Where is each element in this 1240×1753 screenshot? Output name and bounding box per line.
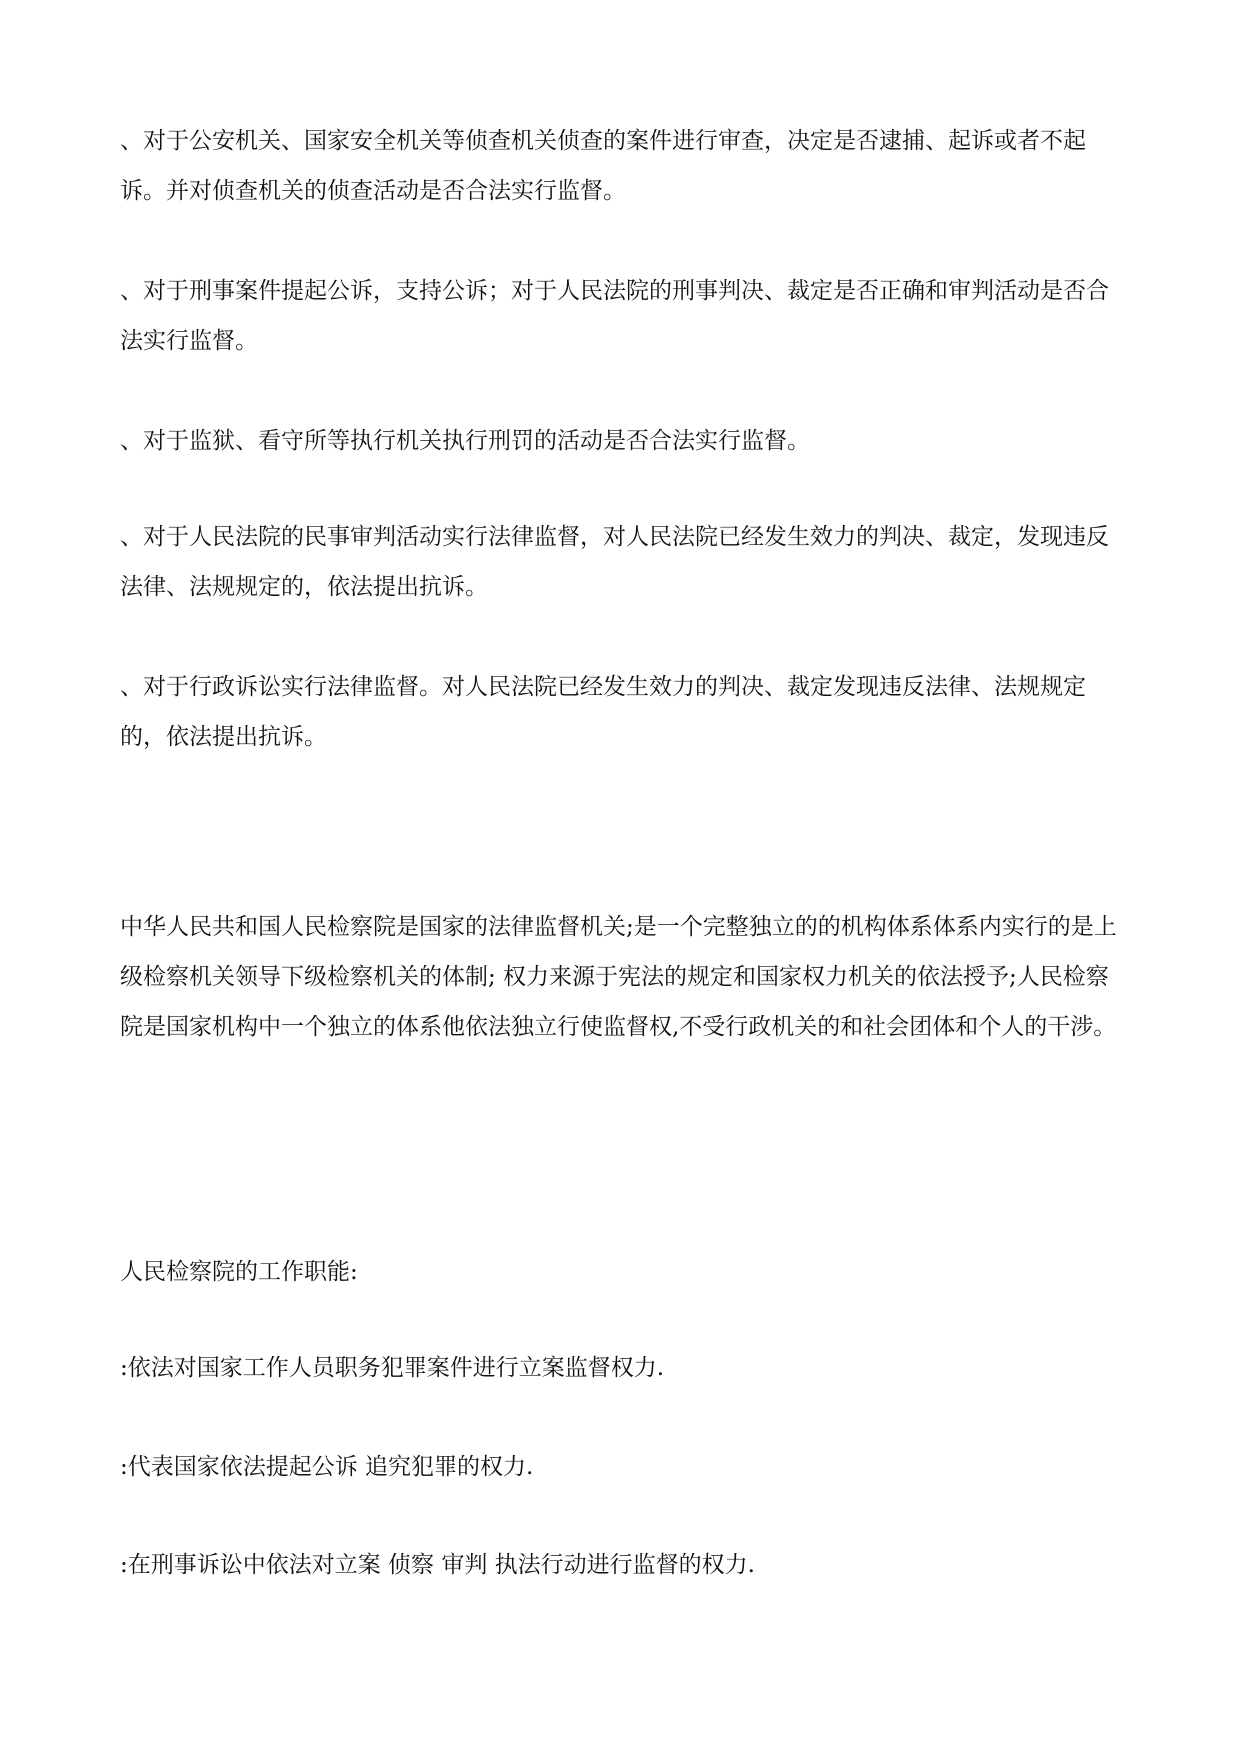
function-item-2: :代表国家依法提起公诉 追究犯罪的权力. <box>120 1454 534 1480</box>
section-heading-functions: 人民检察院的工作职能: <box>120 1259 358 1285</box>
paragraph-investigation-review: 、对于公安机关、国家安全机关等侦查机关侦查的案件进行审查，决定是否逮捕、起诉或者不起诉。并对侦查机关的侦查活动是否合法实行监督。 <box>120 128 1086 204</box>
function-item-1: :依法对国家工作人员职务犯罪案件进行立案监督权力. <box>120 1355 665 1381</box>
function-item-3: :在刑事诉讼中依法对立案 侦察 审判 执法行动进行监督的权力. <box>120 1552 755 1578</box>
paragraph-prison-supervision: 、对于监狱、看守所等执行机关执行刑罚的活动是否合法实行监督。 <box>120 428 810 454</box>
paragraph-civil-supervision: 、对于人民法院的民事审判活动实行法律监督，对人民法院已经发生效力的判决、裁定，发现违反法律、法规规定的，依法提出抗诉。 <box>120 524 1109 600</box>
paragraph-administrative-supervision: 、对于行政诉讼实行法律监督。对人民法院已经发生效力的判决、裁定发现违反法律、法规规定的，依法提出抗诉。 <box>120 674 1086 750</box>
paragraph-procuratorate-definition: 中华人民共和国人民检察院是国家的法律监督机关;是一个完整独立的的机构体系体系内实行的是上级检察机关领导下级检察机关的体制; 权力来源于宪法的规定和国家权力机关的依法授予;人民检察院是国家机构中一个独立的体系他依法独立行使监督权,不受行政机关的和社会团体和个人的干涉。 <box>120 914 1117 1040</box>
paragraph-public-prosecution: 、对于刑事案件提起公诉，支持公诉；对于人民法院的刑事判决、裁定是否正确和审判活动是否合法实行监督。 <box>120 278 1109 354</box>
